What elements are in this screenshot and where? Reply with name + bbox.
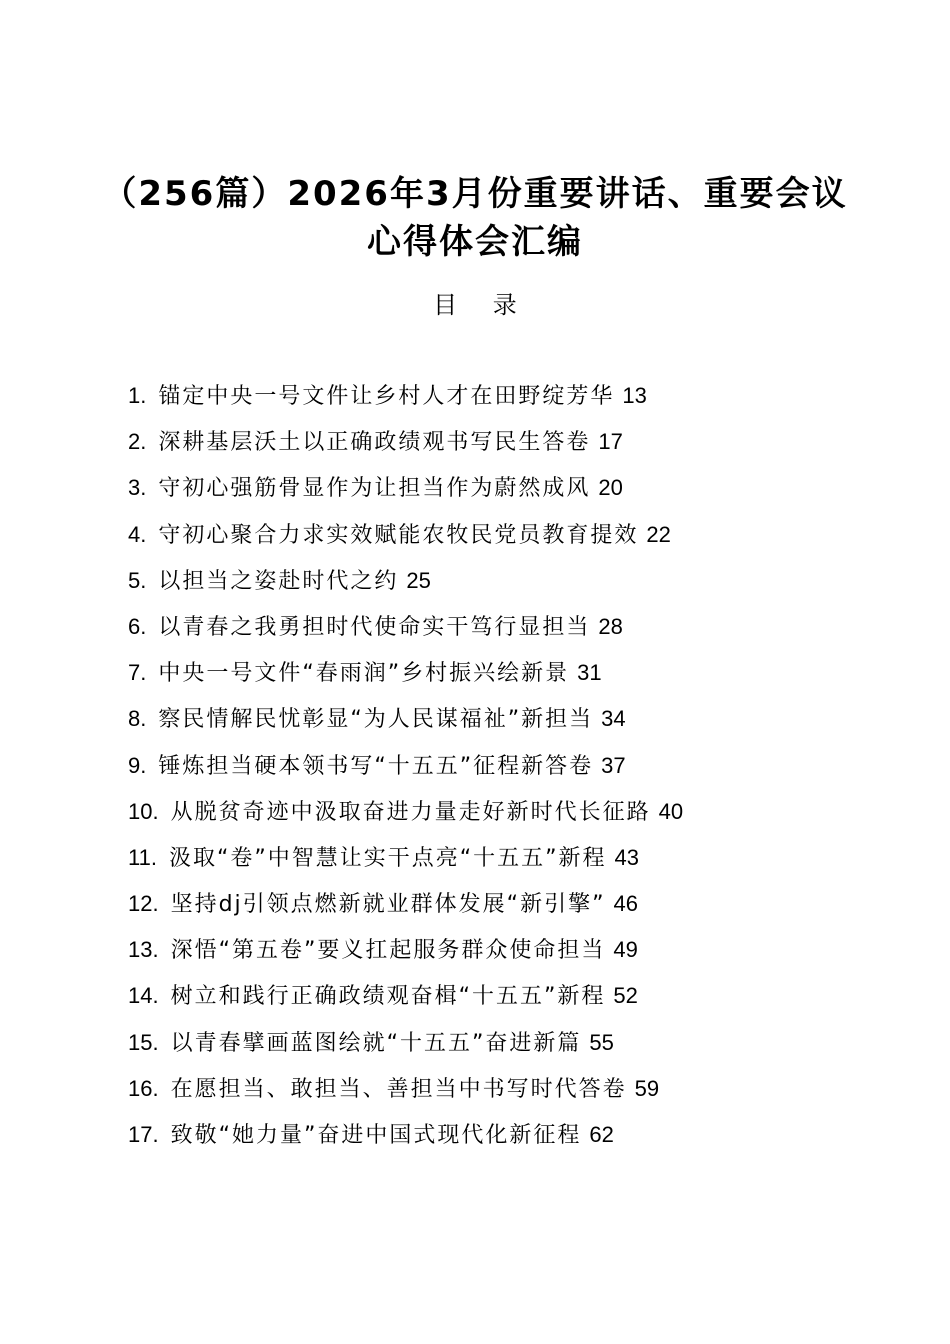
toc-entry-number: 10.	[128, 798, 159, 824]
toc-entry-page: 13	[622, 383, 647, 408]
toc-entry-title: 致敬“她力量”奋进中国式现代化新征程	[170, 1123, 582, 1148]
toc-entry-number: 7.	[128, 660, 147, 686]
toc-entry-page: 25	[406, 567, 431, 593]
toc-entry[interactable]	[128, 424, 828, 470]
toc-entry[interactable]	[128, 563, 828, 609]
toc-entry-title: 树立和践行正确政绩观奋楫“十五五”新程	[170, 984, 606, 1010]
toc-entry-page: 28	[598, 613, 623, 639]
toc-entry-page: 49	[613, 937, 638, 963]
toc-entry[interactable]	[128, 609, 828, 655]
toc-entry-title: 从脱贫奇迹中汲取奋进力量走好新时代长征路	[170, 799, 651, 825]
toc-entry[interactable]	[128, 932, 828, 978]
toc-entry-page: 22	[646, 521, 671, 547]
toc-entry-number: 4.	[128, 521, 147, 547]
toc-entry-page: 40	[658, 798, 684, 824]
toc-entry[interactable]	[128, 794, 828, 840]
toc-entry-number: 12.	[128, 891, 159, 917]
toc-entry-number: 5.	[128, 567, 147, 593]
toc-entry[interactable]	[128, 655, 828, 701]
toc-entry-title: 察民情解民忧彰显“为人民谋福祉”新担当	[158, 707, 594, 733]
document-title-line-2: 心得体会汇编	[367, 222, 583, 262]
toc-entry[interactable]	[128, 1071, 828, 1117]
toc-entry-page: 20	[598, 475, 623, 501]
toc-entry-title: 守初心聚合力求实效赋能农牧民党员教育提效	[158, 522, 639, 548]
toc-entry-number: 9.	[128, 752, 147, 778]
toc-entry-page: 52	[613, 983, 638, 1009]
toc-list	[128, 378, 828, 1163]
toc-entry-page: 43	[614, 844, 640, 870]
toc-entry-title: 中央一号文件“春雨润”乡村振兴绘新景	[158, 661, 570, 687]
toc-entry-page: 34	[601, 706, 626, 732]
toc-entry-page: 17	[598, 429, 623, 455]
toc-entry-title: 深悟“第五卷”要义扛起服务群众使命担当	[170, 938, 606, 964]
toc-entry[interactable]	[128, 517, 828, 563]
toc-heading: 目 录	[433, 291, 531, 319]
toc-entry[interactable]	[128, 701, 828, 747]
toc-entry[interactable]	[128, 886, 828, 932]
toc-entry-page: 62	[589, 1122, 614, 1147]
toc-entry-title: 在愿担当、敢担当、善担当中书写时代答卷	[170, 1076, 627, 1102]
toc-entry[interactable]	[128, 470, 828, 516]
toc-entry-title: 深耕基层沃土以正确政绩观书写民生答卷	[158, 430, 591, 456]
toc-entry-title: 以青春之我勇担时代使命实干笃行显担当	[158, 614, 591, 640]
toc-entry-number: 15.	[128, 1029, 159, 1055]
toc-entry-number: 14.	[128, 983, 159, 1009]
toc-entry-number: 8.	[128, 706, 147, 732]
toc-entry-number: 1.	[128, 383, 147, 408]
toc-entry-title: 坚持dj引领点燃新就业群体发展“新引擎”	[170, 892, 606, 918]
toc-entry[interactable]	[128, 378, 828, 424]
toc-entry[interactable]	[128, 1025, 828, 1071]
toc-entry-number: 11.	[128, 844, 157, 870]
toc-entry[interactable]	[128, 840, 828, 886]
toc-entry-title: 守初心强筋骨显作为让担当作为蔚然成风	[158, 476, 591, 502]
toc-entry-number: 6.	[128, 613, 147, 639]
toc-entry-title: 以担当之姿赴时代之约	[158, 568, 399, 594]
toc-entry-number: 16.	[128, 1075, 159, 1101]
toc-entry[interactable]	[128, 1117, 828, 1163]
document-title-line-1: （256篇）2026年3月份重要讲话、重要会议	[102, 174, 848, 214]
toc-entry-number: 17.	[128, 1122, 159, 1147]
toc-entry-page: 31	[577, 660, 602, 686]
toc-entry-page: 46	[613, 891, 638, 917]
toc-entry-page: 59	[634, 1075, 660, 1101]
toc-entry-title: 以青春擘画蓝图绘就“十五五”奋进新篇	[170, 1030, 582, 1056]
toc-entry[interactable]	[128, 748, 828, 794]
toc-entry-title: 锤炼担当硬本领书写“十五五”征程新答卷	[158, 753, 594, 779]
toc-entry-title: 汲取“卷”中智慧让实干点亮“十五五”新程	[168, 845, 607, 871]
toc-entry-page: 55	[589, 1029, 614, 1055]
toc-entry-page: 37	[601, 752, 626, 778]
toc-entry-number: 2.	[128, 429, 147, 455]
toc-entry-number: 3.	[128, 475, 147, 501]
toc-entry[interactable]	[128, 978, 828, 1024]
toc-entry-title: 锚定中央一号文件让乡村人才在田野绽芳华	[158, 384, 615, 409]
toc-entry-number: 13.	[128, 937, 159, 963]
